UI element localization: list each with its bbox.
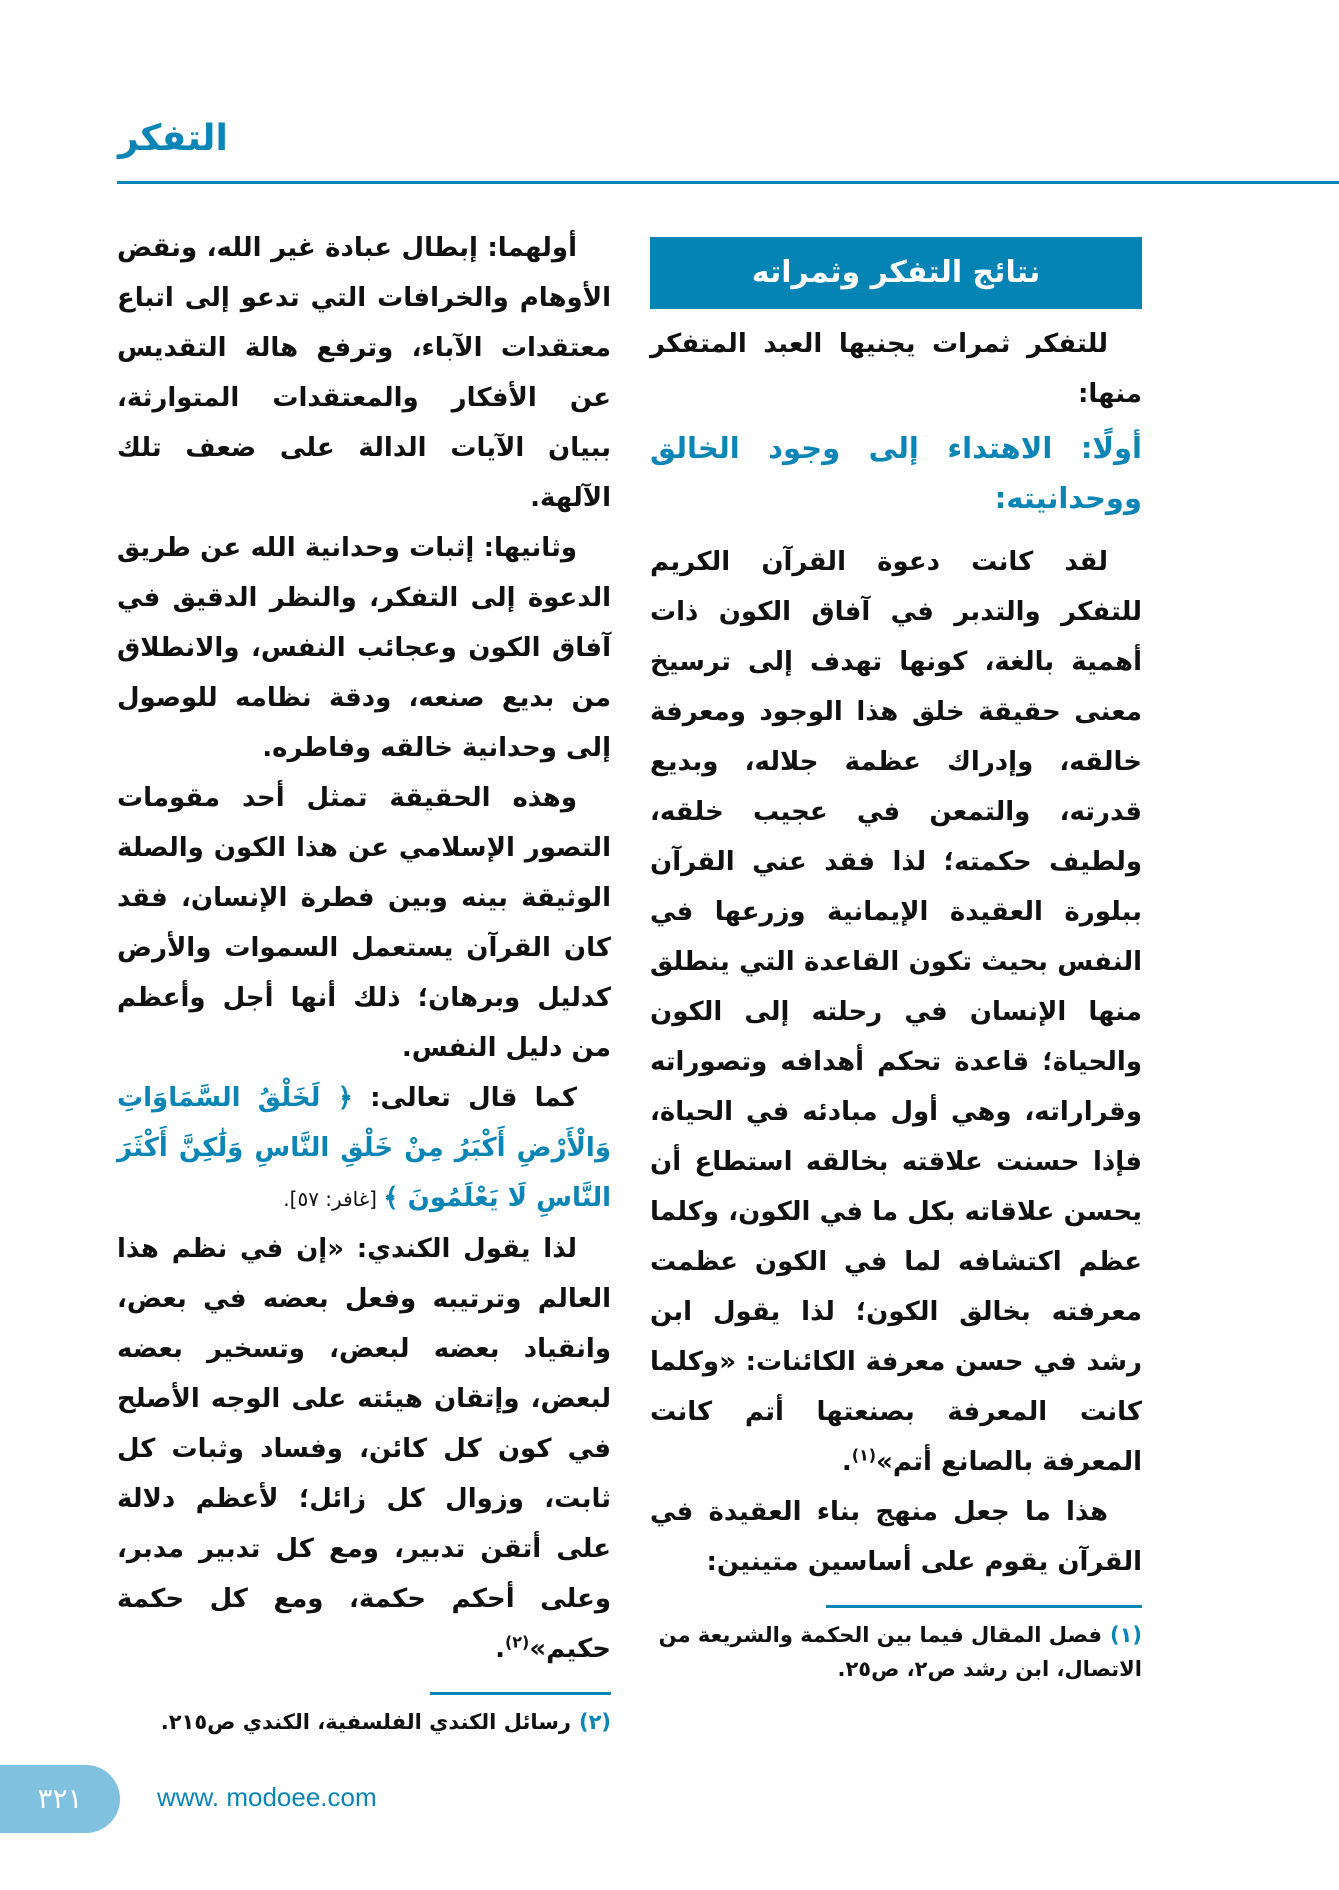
footnote-1 <box>650 1618 1142 1686</box>
section-title: نتائج التفكر وثمراته <box>650 237 1142 309</box>
footnotes-right <box>650 1605 1142 1686</box>
footnotes-left <box>117 1692 611 1739</box>
verse-paragraph <box>117 1073 611 1224</box>
second-foundation <box>117 523 611 773</box>
second-text: إثبات وحدانية الله عن طريق الدعوة إلى التفكر، والنظر الدقيق في آفاق الكون وعجائب النفس، والانطلاق من بديع صنعه، ودقة نظامه للوصول إلى وحدانية خالقه وفاطره. <box>117 533 611 763</box>
website-link[interactable]: www. modoee.com <box>157 1782 377 1812</box>
third-paragraph: وهذه الحقيقة تمثل أحد مقومات التصور الإسلامي عن هذا الكون والصلة الوثيقة بينه وبين فطرة الإنسان، فقد كان القرآن يستعمل السموات والأرض كدليل وبرهان؛ ذلك أنها أجل وأعظم من دليل النفس. <box>117 783 611 1063</box>
footnote-mark-2: (٢) <box>504 1632 530 1652</box>
footnote-divider-right <box>826 1605 1142 1608</box>
period: . <box>841 1447 852 1477</box>
first-text: إبطال عبادة غير الله، ونقض الأوهام والخرافات التي تدعو إلى اتباع معتقدات الآباء، وترفع هالة التقديس عن الأفكار والمعتقدات المتوارثة، ببيان الآيات الدالة على ضعف تلك الآلهة. <box>117 233 611 513</box>
kindi-quote <box>117 1224 611 1674</box>
kindi-quote-text: لذا يقول الكندي: «إن في نظم هذا العالم وترتيبه وفعل بعضه في بعض، وانقياد بعضه لبعض، وتسخير بعضه لبعض، وإتقان هيئته على الوجه الأصلح في كون كل كائن، وفساد وثبات كل ثابت، وزوال كل زائل؛ لأعظم دلالة على أتقن تدبير، ومع كل تدبير مدبر، وعلى أحكم حكمة، ومع كل حكمة حكيم» <box>117 1234 611 1664</box>
period: . <box>495 1634 505 1664</box>
quran-verse: ﴿ لَخَلْقُ السَّمَاوَاتِ وَالْأَرْضِ أَكْبَرُ مِنْ خَلْقِ النَّاسِ وَلَٰكِنَّ أَكْثَرَ النَّاسِ لَا يَعْلَمُونَ ﴾ <box>117 1083 611 1213</box>
chapter-title: التفكر <box>118 118 228 159</box>
left-column <box>117 223 611 1739</box>
first-label: أولهما: <box>487 233 577 263</box>
footnote-2 <box>117 1705 611 1739</box>
footnote-text: فصل المقال فيما بين الحكمة والشريعة من الاتصال، ابن رشد ص٢، ص٢٥. <box>658 1623 1142 1681</box>
page-number: ٣٢١ <box>0 1765 120 1833</box>
footnote-number: (١) <box>1109 1623 1142 1647</box>
columns <box>117 0 1142 1739</box>
closing-paragraph: هذا ما جعل منهج بناء العقيدة في القرآن يقوم على أساسين متينين: <box>650 1497 1142 1577</box>
footnote-number: (٢) <box>578 1710 611 1734</box>
footnote-text: رسائل الكندي الفلسفية، الكندي ص٢١٥. <box>160 1710 571 1734</box>
verse-reference: [غافر: ٥٧]. <box>283 1187 384 1211</box>
subheading: أولًا: الاهتداء إلى وجود الخالق ووحدانيته: <box>650 431 1142 515</box>
footnote-divider-left <box>430 1692 611 1695</box>
page-footer <box>0 1765 1339 1833</box>
first-foundation <box>117 223 611 523</box>
verse-intro: كما قال تعالى: <box>352 1083 577 1113</box>
footnote-mark-1: (١) <box>851 1445 877 1465</box>
main-paragraph-text: لقد كانت دعوة القرآن الكريم للتفكر والتدبر في آفاق الكون ذات أهمية بالغة، كونها تهدف إلى ترسيخ معنى حقيقة خلق هذا الوجود ومعرفة خالقه، وإدراك عظمة جلاله، وبديع قدرته، والتمعن في عجيب خلقه، ولطيف حكمته؛ لذا فقد عني القرآن ببلورة العقيدة الإيمانية وزرعها في النفس بحيث تكون القاعدة التي ينطلق منها الإنسان في رحلته إلى الكون والحياة؛ قاعدة تحكم أهدافه وتصوراته وقراراته، وهي أول مبادئه في الحياة، فإذا حسنت علاقته بخالقه استطاع أن يحسن علاقاته بكل ما في الكون، وكلما عظم اكتشافه لما في الكون عظمت معرفته بخالق الكون؛ لذا يقول ابن رشد في حسن معرفة الكائنات: «وكلما كانت المعرفة بصنعتها أتم كانت المعرفة بالصانع أتم» <box>650 547 1142 1477</box>
intro-paragraph: للتفكر ثمرات يجنيها العبد المتفكر منها: <box>650 329 1142 409</box>
right-column <box>650 237 1142 1686</box>
main-paragraph <box>650 537 1142 1487</box>
second-label: وثانيها: <box>483 533 577 563</box>
